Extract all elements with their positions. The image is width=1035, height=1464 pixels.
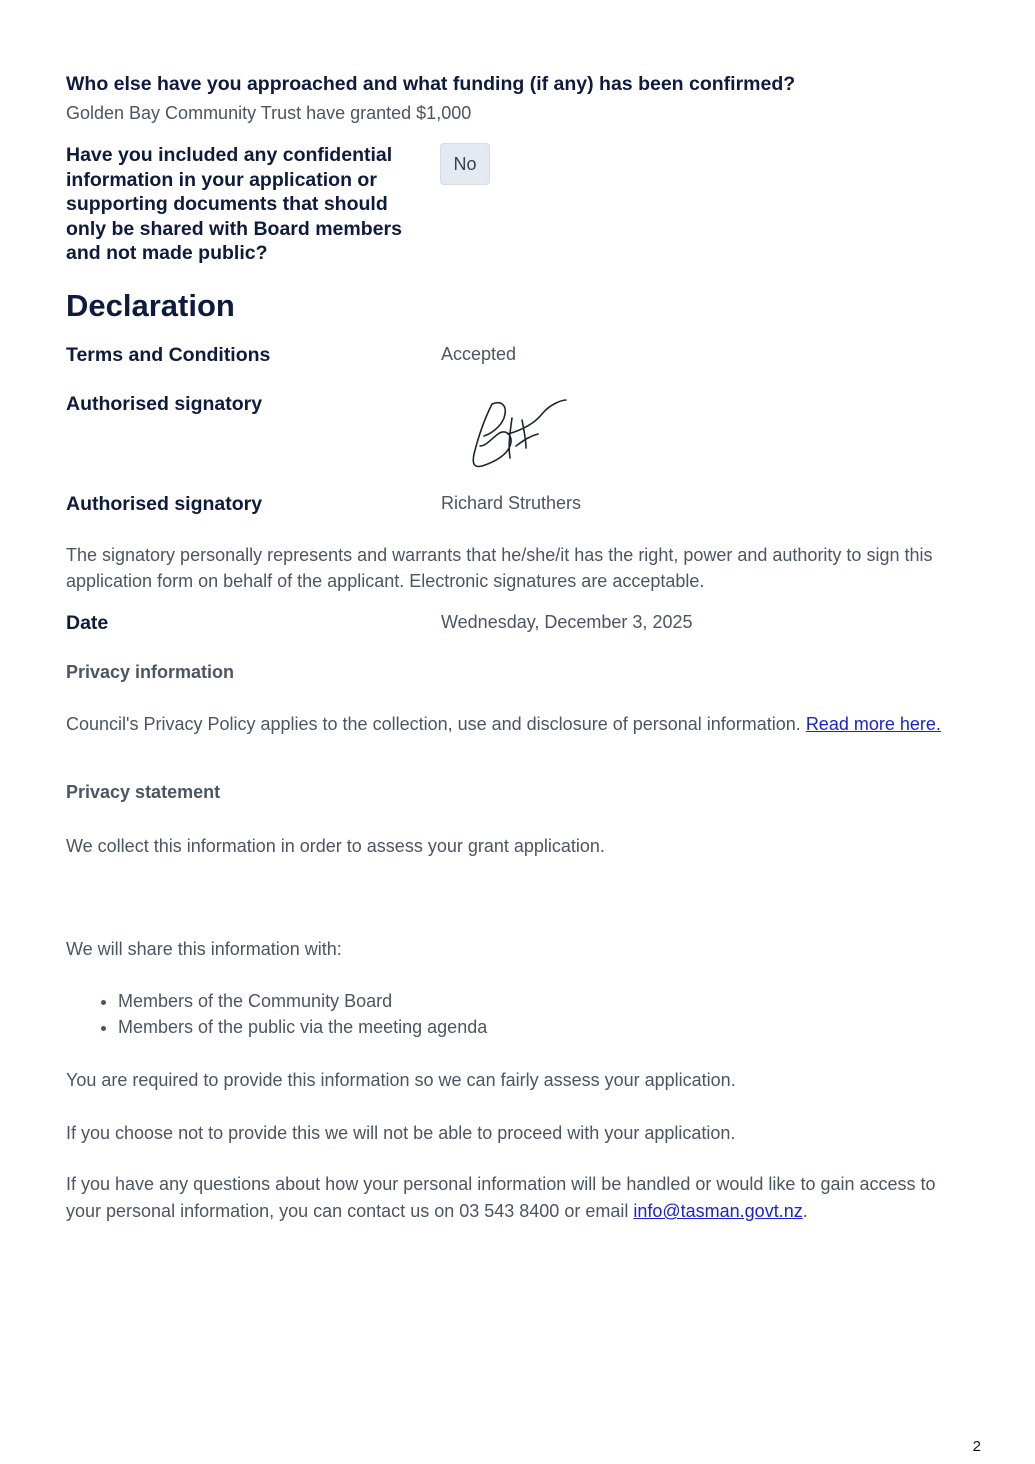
terms-value: Accepted xyxy=(441,344,517,364)
signatory-name: Richard Struthers xyxy=(441,493,582,513)
terms-label: Terms and Conditions xyxy=(66,344,271,366)
share-intro: We will share this information with: xyxy=(66,939,342,959)
confidential-answer-badge: No xyxy=(440,143,490,185)
page-number: 2 xyxy=(972,1438,981,1455)
questions-period: . xyxy=(802,1201,808,1221)
signature-label: Authorised signatory xyxy=(66,393,263,415)
required-text: You are required to provide this information so we can fairly assess your application. xyxy=(66,1070,736,1090)
funding-question: Who else have you approached and what funding (if any) has been confirmed? xyxy=(66,73,796,95)
privacy-info-heading: Privacy information xyxy=(66,662,235,682)
share-list-item: • Members of the public via the meeting agenda xyxy=(118,1014,487,1040)
choose-text: If you choose not to provide this we will not be able to proceed with your application. xyxy=(66,1123,736,1143)
date-label: Date xyxy=(66,612,109,634)
privacy-policy-text: Council's Privacy Policy applies to the collection, use and disclosure of personal information. xyxy=(66,714,806,734)
contact-email-link[interactable]: info@tasman.govt.nz xyxy=(633,1201,803,1221)
declaration-heading: Declaration xyxy=(66,288,235,323)
share-list-item: • Members of the Community Board xyxy=(118,988,487,1014)
date-value: Wednesday, December 3, 2025 xyxy=(441,612,693,632)
share-list xyxy=(66,988,487,1040)
signatory-statement: The signatory personally represents and warrants that he/she/it has the right, power and authority to sign this application form on behalf of the applicant. Electronic signatures are acceptable. xyxy=(66,545,933,591)
funding-answer: Golden Bay Community Trust have granted $1,000 xyxy=(66,103,472,123)
questions-text: If you have any questions about how your personal information will be handled or would like to gain access to your personal information, you can contact us on 03 543 8400 or email xyxy=(66,1174,936,1221)
privacy-policy-paragraph xyxy=(66,711,966,737)
privacy-statement-heading: Privacy statement xyxy=(66,782,221,802)
collect-text: We collect this information in order to assess your grant application. xyxy=(66,836,605,856)
questions-paragraph xyxy=(66,1171,966,1225)
read-more-link[interactable]: Read more here. xyxy=(805,714,941,734)
confidential-question: Have you included any confidential information in your application or supporting documents that should only be shared with Board members and not made public? xyxy=(66,144,402,264)
signatory-label: Authorised signatory xyxy=(66,493,263,515)
signature-image xyxy=(466,396,570,474)
